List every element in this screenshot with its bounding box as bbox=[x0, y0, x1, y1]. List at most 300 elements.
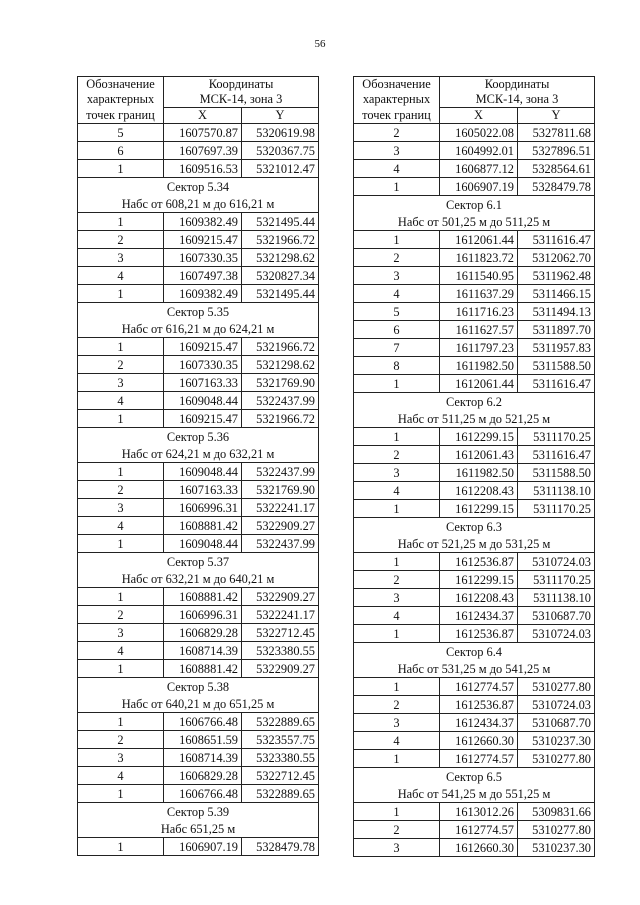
point-id: 1 bbox=[78, 838, 164, 856]
table-row bbox=[354, 696, 595, 714]
table-row bbox=[354, 839, 595, 857]
x-coordinate: 1608714.39 bbox=[164, 749, 242, 767]
table-row bbox=[354, 589, 595, 607]
y-coordinate: 5322889.65 bbox=[242, 713, 319, 731]
header-coords-system: МСК-14, зона 3 bbox=[164, 92, 319, 108]
y-coordinate: 5311170.25 bbox=[518, 428, 595, 446]
table-row bbox=[354, 339, 595, 357]
x-coordinate: 1609048.44 bbox=[164, 463, 242, 481]
x-coordinate: 1611823.72 bbox=[440, 249, 518, 267]
point-id: 1 bbox=[78, 713, 164, 731]
sector-title: Сектор 6.4 bbox=[354, 643, 595, 661]
table-row bbox=[78, 124, 319, 142]
x-coordinate: 1612536.87 bbox=[440, 696, 518, 714]
sector-row bbox=[78, 553, 319, 571]
table-row bbox=[78, 535, 319, 553]
x-coordinate: 1606766.48 bbox=[164, 713, 242, 731]
table-row bbox=[78, 588, 319, 606]
sector-row bbox=[354, 768, 595, 786]
table-row bbox=[78, 142, 319, 160]
table-row bbox=[354, 428, 595, 446]
table-row bbox=[354, 464, 595, 482]
point-id: 1 bbox=[78, 160, 164, 178]
sector-title: Сектор 5.34 bbox=[78, 178, 319, 196]
table-row bbox=[354, 142, 595, 160]
table-row bbox=[78, 213, 319, 231]
y-coordinate: 5321012.47 bbox=[242, 160, 319, 178]
x-coordinate: 1612774.57 bbox=[440, 678, 518, 696]
point-id: 1 bbox=[78, 410, 164, 428]
y-coordinate: 5310237.30 bbox=[518, 732, 595, 750]
x-coordinate: 1611540.95 bbox=[440, 267, 518, 285]
table-row bbox=[78, 606, 319, 624]
y-coordinate: 5320827.34 bbox=[242, 267, 319, 285]
point-id: 3 bbox=[354, 839, 440, 857]
y-coordinate: 5311170.25 bbox=[518, 500, 595, 518]
x-coordinate: 1611627.57 bbox=[440, 321, 518, 339]
header-x: X bbox=[440, 108, 518, 124]
sector-title: Сектор 5.37 bbox=[78, 553, 319, 571]
x-coordinate: 1612774.57 bbox=[440, 821, 518, 839]
table-row bbox=[354, 303, 595, 321]
point-id: 3 bbox=[354, 589, 440, 607]
y-coordinate: 5322909.27 bbox=[242, 517, 319, 535]
table-row bbox=[354, 500, 595, 518]
header-row bbox=[78, 92, 319, 108]
header-row bbox=[78, 108, 319, 124]
table-row bbox=[354, 285, 595, 303]
x-coordinate: 1609215.47 bbox=[164, 338, 242, 356]
point-id: 1 bbox=[354, 375, 440, 393]
header-row bbox=[354, 108, 595, 124]
point-id: 1 bbox=[354, 500, 440, 518]
y-coordinate: 5322712.45 bbox=[242, 624, 319, 642]
point-id: 8 bbox=[354, 357, 440, 375]
point-id: 1 bbox=[354, 178, 440, 196]
y-coordinate: 5311494.13 bbox=[518, 303, 595, 321]
point-id: 4 bbox=[78, 392, 164, 410]
point-id: 2 bbox=[78, 731, 164, 749]
y-coordinate: 5328564.61 bbox=[518, 160, 595, 178]
y-coordinate: 5312062.70 bbox=[518, 249, 595, 267]
sector-row bbox=[78, 303, 319, 321]
x-coordinate: 1607330.35 bbox=[164, 356, 242, 374]
x-coordinate: 1611982.50 bbox=[440, 357, 518, 375]
sector-row bbox=[78, 428, 319, 446]
sector-range: Набс от 608,21 м до 616,21 м bbox=[78, 195, 319, 213]
header-x: X bbox=[164, 108, 242, 124]
x-coordinate: 1609215.47 bbox=[164, 410, 242, 428]
x-coordinate: 1608881.42 bbox=[164, 660, 242, 678]
sector-range: Набс от 501,25 м до 511,25 м bbox=[354, 213, 595, 231]
y-coordinate: 5320367.75 bbox=[242, 142, 319, 160]
table-row bbox=[354, 124, 595, 142]
y-coordinate: 5311616.47 bbox=[518, 446, 595, 464]
sector-row bbox=[354, 410, 595, 428]
x-coordinate: 1609048.44 bbox=[164, 535, 242, 553]
table-row bbox=[78, 713, 319, 731]
x-coordinate: 1606996.31 bbox=[164, 606, 242, 624]
x-coordinate: 1609048.44 bbox=[164, 392, 242, 410]
x-coordinate: 1612434.37 bbox=[440, 607, 518, 625]
y-coordinate: 5309831.66 bbox=[518, 803, 595, 821]
point-id: 1 bbox=[78, 535, 164, 553]
x-coordinate: 1609215.47 bbox=[164, 231, 242, 249]
sector-title: Сектор 6.2 bbox=[354, 393, 595, 411]
point-id: 7 bbox=[354, 339, 440, 357]
x-coordinate: 1609516.53 bbox=[164, 160, 242, 178]
point-id: 4 bbox=[354, 285, 440, 303]
x-coordinate: 1608651.59 bbox=[164, 731, 242, 749]
coordinates-table-left bbox=[77, 76, 319, 856]
y-coordinate: 5311138.10 bbox=[518, 589, 595, 607]
table-row bbox=[354, 607, 595, 625]
sector-range: Набс от 531,25 м до 541,25 м bbox=[354, 660, 595, 678]
y-coordinate: 5321495.44 bbox=[242, 285, 319, 303]
y-coordinate: 5321769.90 bbox=[242, 481, 319, 499]
sector-range: Набс от 632,21 м до 640,21 м bbox=[78, 570, 319, 588]
point-id: 2 bbox=[354, 249, 440, 267]
sector-row bbox=[354, 785, 595, 803]
header-row bbox=[78, 77, 319, 93]
table-row bbox=[78, 249, 319, 267]
point-id: 3 bbox=[354, 142, 440, 160]
sector-title: Сектор 6.5 bbox=[354, 768, 595, 786]
table-row bbox=[354, 678, 595, 696]
table-row bbox=[354, 178, 595, 196]
table-row bbox=[354, 625, 595, 643]
x-coordinate: 1605022.08 bbox=[440, 124, 518, 142]
table-row bbox=[354, 446, 595, 464]
header-coords-system: МСК-14, зона 3 bbox=[440, 92, 595, 108]
table-row bbox=[354, 571, 595, 589]
x-coordinate: 1612061.43 bbox=[440, 446, 518, 464]
table-row bbox=[78, 374, 319, 392]
x-coordinate: 1612299.15 bbox=[440, 428, 518, 446]
point-id: 2 bbox=[78, 231, 164, 249]
sector-row bbox=[354, 518, 595, 536]
y-coordinate: 5310277.80 bbox=[518, 750, 595, 768]
table-row bbox=[78, 642, 319, 660]
table-row bbox=[78, 624, 319, 642]
sector-range: Набс от 511,25 м до 521,25 м bbox=[354, 410, 595, 428]
x-coordinate: 1606829.28 bbox=[164, 624, 242, 642]
table-row bbox=[354, 231, 595, 249]
y-coordinate: 5311957.83 bbox=[518, 339, 595, 357]
y-coordinate: 5311588.50 bbox=[518, 357, 595, 375]
header-points-line: Обозначение bbox=[354, 77, 440, 93]
y-coordinate: 5311138.10 bbox=[518, 482, 595, 500]
x-coordinate: 1607570.87 bbox=[164, 124, 242, 142]
sector-range: Набс от 616,21 м до 624,21 м bbox=[78, 320, 319, 338]
sector-row bbox=[78, 820, 319, 838]
y-coordinate: 5310724.03 bbox=[518, 553, 595, 571]
point-id: 3 bbox=[78, 499, 164, 517]
sector-row bbox=[354, 196, 595, 214]
y-coordinate: 5310724.03 bbox=[518, 625, 595, 643]
y-coordinate: 5321495.44 bbox=[242, 213, 319, 231]
sector-row bbox=[354, 660, 595, 678]
table-row bbox=[354, 267, 595, 285]
point-id: 3 bbox=[78, 249, 164, 267]
sector-row bbox=[354, 393, 595, 411]
point-id: 1 bbox=[78, 213, 164, 231]
table-row bbox=[78, 838, 319, 856]
y-coordinate: 5322889.65 bbox=[242, 785, 319, 803]
table-row bbox=[78, 499, 319, 517]
table-row bbox=[78, 356, 319, 374]
y-coordinate: 5322241.17 bbox=[242, 499, 319, 517]
y-coordinate: 5321966.72 bbox=[242, 410, 319, 428]
point-id: 1 bbox=[78, 285, 164, 303]
y-coordinate: 5310277.80 bbox=[518, 678, 595, 696]
x-coordinate: 1607330.35 bbox=[164, 249, 242, 267]
table-row bbox=[354, 357, 595, 375]
table-row bbox=[354, 714, 595, 732]
x-coordinate: 1607497.38 bbox=[164, 267, 242, 285]
sector-row bbox=[78, 678, 319, 696]
x-coordinate: 1607163.33 bbox=[164, 374, 242, 392]
table-row bbox=[78, 410, 319, 428]
x-coordinate: 1612299.15 bbox=[440, 500, 518, 518]
y-coordinate: 5322437.99 bbox=[242, 535, 319, 553]
table-body-right bbox=[354, 77, 595, 857]
table-row bbox=[78, 285, 319, 303]
sector-row bbox=[78, 570, 319, 588]
x-coordinate: 1612208.43 bbox=[440, 589, 518, 607]
point-id: 3 bbox=[78, 749, 164, 767]
table-row bbox=[78, 338, 319, 356]
table-row bbox=[78, 785, 319, 803]
sector-range: Набс от 541,25 м до 551,25 м bbox=[354, 785, 595, 803]
sector-row bbox=[78, 178, 319, 196]
point-id: 3 bbox=[354, 267, 440, 285]
y-coordinate: 5310237.30 bbox=[518, 839, 595, 857]
y-coordinate: 5321769.90 bbox=[242, 374, 319, 392]
x-coordinate: 1609382.49 bbox=[164, 213, 242, 231]
point-id: 4 bbox=[78, 767, 164, 785]
point-id: 1 bbox=[78, 338, 164, 356]
table-row bbox=[78, 517, 319, 535]
y-coordinate: 5321966.72 bbox=[242, 231, 319, 249]
sector-row bbox=[354, 643, 595, 661]
table-row bbox=[354, 321, 595, 339]
point-id: 2 bbox=[354, 124, 440, 142]
header-y: Y bbox=[518, 108, 595, 124]
header-y: Y bbox=[242, 108, 319, 124]
table-row bbox=[78, 160, 319, 178]
point-id: 5 bbox=[78, 124, 164, 142]
x-coordinate: 1606907.19 bbox=[164, 838, 242, 856]
y-coordinate: 5328479.78 bbox=[518, 178, 595, 196]
y-coordinate: 5321298.62 bbox=[242, 249, 319, 267]
y-coordinate: 5311588.50 bbox=[518, 464, 595, 482]
point-id: 1 bbox=[354, 625, 440, 643]
point-id: 4 bbox=[354, 732, 440, 750]
point-id: 4 bbox=[354, 160, 440, 178]
point-id: 2 bbox=[78, 356, 164, 374]
sector-title: Сектор 5.39 bbox=[78, 803, 319, 821]
point-id: 1 bbox=[354, 750, 440, 768]
x-coordinate: 1606766.48 bbox=[164, 785, 242, 803]
table-row bbox=[78, 392, 319, 410]
x-coordinate: 1606829.28 bbox=[164, 767, 242, 785]
x-coordinate: 1613012.26 bbox=[440, 803, 518, 821]
sector-row bbox=[78, 695, 319, 713]
point-id: 2 bbox=[354, 696, 440, 714]
y-coordinate: 5323380.55 bbox=[242, 749, 319, 767]
y-coordinate: 5323557.75 bbox=[242, 731, 319, 749]
y-coordinate: 5310687.70 bbox=[518, 714, 595, 732]
point-id: 2 bbox=[354, 571, 440, 589]
point-id: 3 bbox=[354, 714, 440, 732]
y-coordinate: 5311962.48 bbox=[518, 267, 595, 285]
x-coordinate: 1608881.42 bbox=[164, 517, 242, 535]
table-row bbox=[78, 749, 319, 767]
x-coordinate: 1611982.50 bbox=[440, 464, 518, 482]
point-id: 3 bbox=[354, 464, 440, 482]
x-coordinate: 1612061.44 bbox=[440, 375, 518, 393]
x-coordinate: 1607697.39 bbox=[164, 142, 242, 160]
y-coordinate: 5311616.47 bbox=[518, 231, 595, 249]
y-coordinate: 5328479.78 bbox=[242, 838, 319, 856]
table-row bbox=[78, 463, 319, 481]
x-coordinate: 1612434.37 bbox=[440, 714, 518, 732]
table-row bbox=[78, 481, 319, 499]
table-row bbox=[354, 482, 595, 500]
y-coordinate: 5322241.17 bbox=[242, 606, 319, 624]
x-coordinate: 1611716.23 bbox=[440, 303, 518, 321]
table-row bbox=[354, 375, 595, 393]
header-coords-title: Координаты bbox=[440, 77, 595, 93]
point-id: 1 bbox=[354, 428, 440, 446]
table-row bbox=[78, 231, 319, 249]
point-id: 2 bbox=[78, 606, 164, 624]
point-id: 2 bbox=[78, 481, 164, 499]
x-coordinate: 1612299.15 bbox=[440, 571, 518, 589]
point-id: 1 bbox=[354, 553, 440, 571]
point-id: 1 bbox=[354, 678, 440, 696]
y-coordinate: 5311170.25 bbox=[518, 571, 595, 589]
table-row bbox=[354, 732, 595, 750]
x-coordinate: 1604992.01 bbox=[440, 142, 518, 160]
x-coordinate: 1606907.19 bbox=[440, 178, 518, 196]
x-coordinate: 1612774.57 bbox=[440, 750, 518, 768]
table-row bbox=[354, 803, 595, 821]
header-points-line: Обозначение bbox=[78, 77, 164, 93]
point-id: 1 bbox=[78, 785, 164, 803]
y-coordinate: 5323380.55 bbox=[242, 642, 319, 660]
table-row bbox=[78, 767, 319, 785]
y-coordinate: 5322909.27 bbox=[242, 588, 319, 606]
point-id: 5 bbox=[354, 303, 440, 321]
header-row bbox=[354, 77, 595, 93]
y-coordinate: 5311897.70 bbox=[518, 321, 595, 339]
point-id: 3 bbox=[78, 374, 164, 392]
table-row bbox=[78, 731, 319, 749]
x-coordinate: 1612061.44 bbox=[440, 231, 518, 249]
point-id: 4 bbox=[354, 482, 440, 500]
sector-row bbox=[78, 320, 319, 338]
header-points-line: характерных bbox=[354, 92, 440, 108]
y-coordinate: 5327811.68 bbox=[518, 124, 595, 142]
x-coordinate: 1607163.33 bbox=[164, 481, 242, 499]
table-body-left bbox=[78, 77, 319, 856]
sector-title: Сектор 5.35 bbox=[78, 303, 319, 321]
point-id: 1 bbox=[354, 231, 440, 249]
header-points-line: точек границ bbox=[354, 108, 440, 124]
x-coordinate: 1611797.23 bbox=[440, 339, 518, 357]
point-id: 1 bbox=[78, 588, 164, 606]
point-id: 2 bbox=[354, 821, 440, 839]
point-id: 3 bbox=[78, 624, 164, 642]
x-coordinate: 1606996.31 bbox=[164, 499, 242, 517]
table-row bbox=[354, 750, 595, 768]
table-row bbox=[78, 660, 319, 678]
point-id: 1 bbox=[78, 463, 164, 481]
y-coordinate: 5311616.47 bbox=[518, 375, 595, 393]
table-row bbox=[354, 821, 595, 839]
x-coordinate: 1609382.49 bbox=[164, 285, 242, 303]
y-coordinate: 5310687.70 bbox=[518, 607, 595, 625]
point-id: 4 bbox=[78, 267, 164, 285]
sector-range: Набс 651,25 м bbox=[78, 820, 319, 838]
y-coordinate: 5322437.99 bbox=[242, 463, 319, 481]
x-coordinate: 1612536.87 bbox=[440, 625, 518, 643]
point-id: 4 bbox=[78, 642, 164, 660]
y-coordinate: 5310724.03 bbox=[518, 696, 595, 714]
header-points-line: характерных bbox=[78, 92, 164, 108]
x-coordinate: 1612536.87 bbox=[440, 553, 518, 571]
y-coordinate: 5327896.51 bbox=[518, 142, 595, 160]
sector-title: Сектор 5.38 bbox=[78, 678, 319, 696]
sector-row bbox=[78, 803, 319, 821]
sector-range: Набс от 521,25 м до 531,25 м bbox=[354, 535, 595, 553]
header-points-line: точек границ bbox=[78, 108, 164, 124]
y-coordinate: 5322437.99 bbox=[242, 392, 319, 410]
sector-range: Набс от 640,21 м до 651,25 м bbox=[78, 695, 319, 713]
x-coordinate: 1612660.30 bbox=[440, 732, 518, 750]
sector-row bbox=[354, 213, 595, 231]
table-row bbox=[78, 267, 319, 285]
y-coordinate: 5321298.62 bbox=[242, 356, 319, 374]
x-coordinate: 1611637.29 bbox=[440, 285, 518, 303]
x-coordinate: 1612660.30 bbox=[440, 839, 518, 857]
point-id: 6 bbox=[354, 321, 440, 339]
table-row bbox=[354, 553, 595, 571]
point-id: 6 bbox=[78, 142, 164, 160]
y-coordinate: 5310277.80 bbox=[518, 821, 595, 839]
sector-title: Сектор 6.3 bbox=[354, 518, 595, 536]
y-coordinate: 5321966.72 bbox=[242, 338, 319, 356]
sector-row bbox=[354, 535, 595, 553]
y-coordinate: 5322712.45 bbox=[242, 767, 319, 785]
y-coordinate: 5322909.27 bbox=[242, 660, 319, 678]
sector-row bbox=[78, 195, 319, 213]
point-id: 1 bbox=[78, 660, 164, 678]
point-id: 1 bbox=[354, 803, 440, 821]
sector-title: Сектор 6.1 bbox=[354, 196, 595, 214]
y-coordinate: 5320619.98 bbox=[242, 124, 319, 142]
header-row bbox=[354, 92, 595, 108]
x-coordinate: 1606877.12 bbox=[440, 160, 518, 178]
sector-range: Набс от 624,21 м до 632,21 м bbox=[78, 445, 319, 463]
point-id: 2 bbox=[354, 446, 440, 464]
page-number: 56 bbox=[314, 38, 326, 50]
x-coordinate: 1608881.42 bbox=[164, 588, 242, 606]
sector-title: Сектор 5.36 bbox=[78, 428, 319, 446]
x-coordinate: 1612208.43 bbox=[440, 482, 518, 500]
